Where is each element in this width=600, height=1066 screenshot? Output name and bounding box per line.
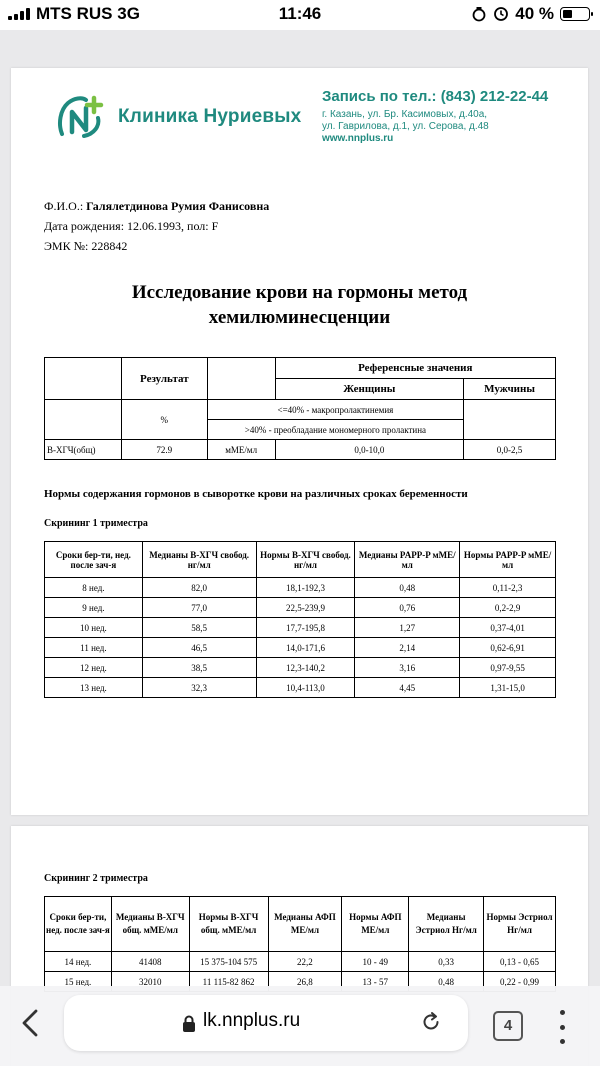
column-header: Нормы Эстриол Нг/мл [484,897,556,952]
table-cell: 0,13 - 0,65 [484,952,556,972]
clock: 11:46 [278,4,322,23]
battery-icon [560,7,590,21]
battery-percent: 40 % [515,4,554,23]
table-cell: 82,0 [142,578,256,598]
table-cell: 58,5 [142,618,256,638]
column-header: Нормы B-ХГЧ общ. мМЕ/мл [189,897,268,952]
more-menu-icon[interactable] [558,1010,566,1044]
table-cell: 0,76 [355,598,460,618]
clinic-website[interactable]: www.nnplus.ru [322,133,394,144]
table-cell: 15 375-104 575 [189,952,268,972]
column-header: Медианы B-ХГЧ общ. мМЕ/мл [111,897,189,952]
table-cell: 14,0-171,6 [256,638,355,658]
header-women: Женщины [275,379,464,400]
table-cell: 11 нед. [45,638,143,658]
screening-2-title: Скрининг 2 триместра [44,873,148,884]
table-cell: 32,3 [142,678,256,698]
table-cell: 0,33 [409,952,484,972]
column-header: Нормы PAPP-P мМЕ/мл [460,542,556,578]
clinic-contact [322,88,548,145]
orientation-lock-icon [471,6,487,22]
column-header: Нормы АФП МЕ/мл [342,897,409,952]
table-row [45,658,556,678]
table-row [45,598,556,618]
reload-icon[interactable] [420,1011,442,1033]
table-cell: 13 - 57 [342,972,409,992]
table-cell: 0,48 [355,578,460,598]
table-cell: 0,37-4,01 [460,618,556,638]
table-cell: 12,3-140,2 [256,658,355,678]
note-monomeric: >40% - преобладание мономерного пролактина [207,420,463,440]
clinic-logo [56,94,301,139]
browser-toolbar [0,986,600,1066]
table-cell: 41408 [111,952,189,972]
screening-1-table [44,541,556,698]
back-icon[interactable] [16,1008,46,1038]
table-cell: 77,0 [142,598,256,618]
analyte-name: B-ХГЧ(общ) [45,440,122,460]
table-cell: 15 нед. [45,972,112,992]
patient-name: Галялетдинова Румия Фанисовна [86,199,270,213]
table-cell: 4,45 [355,678,460,698]
clinic-phone[interactable]: Запись по тел.: (843) 212-22-44 [322,88,549,105]
fio-label: Ф.И.О.: [44,199,84,213]
tabs-button[interactable]: 4 [493,1011,523,1041]
table-cell: 10,4-113,0 [256,678,355,698]
header-reference: Референсные значения [275,358,555,379]
table-cell: 0,11-2,3 [460,578,556,598]
alarm-icon [493,6,509,22]
clinic-logo-icon [56,94,111,139]
document-page-1 [11,68,588,815]
table-cell: 8 нед. [45,578,143,598]
table-cell: 11 115-82 862 [189,972,268,992]
table-row [45,678,556,698]
screening-1-title: Скрининг 1 триместра [44,518,148,529]
table-cell: 14 нед. [45,952,112,972]
column-header: Медианы Эстриол Нг/мл [409,897,484,952]
table-cell: 32010 [111,972,189,992]
table-cell: 3,16 [355,658,460,678]
column-header: Медианы B-ХГЧ свобод. нг/мл [142,542,256,578]
table-cell: 0,48 [409,972,484,992]
table-cell: 10 - 49 [342,952,409,972]
table-cell: 22,5-239,9 [256,598,355,618]
table-row [45,638,556,658]
norms-heading: Нормы содержания гормонов в сыворотке крови на различных сроках беременности [44,488,468,500]
table-cell: 0,22 - 0,99 [484,972,556,992]
status-bar [0,0,600,30]
emk-number: ЭМК №: 228842 [44,239,128,253]
patient-info [44,196,269,256]
url-text[interactable]: lk.nnplus.ru [203,1010,301,1031]
table-cell: 0,2-2,9 [460,598,556,618]
column-header: Сроки бер-ти, нед. после зач-я [45,542,143,578]
column-header: Нормы B-ХГЧ свобод. нг/мл [256,542,355,578]
table-row [45,440,556,460]
table-cell: 17,7-195,8 [256,618,355,638]
table-cell: 9 нед. [45,598,143,618]
lock-icon [182,1015,196,1032]
table-cell: 1,31-15,0 [460,678,556,698]
column-header: Медианы АФП МЕ/мл [268,897,342,952]
column-header: Сроки бер-ти, нед. после зач-я [45,897,112,952]
birth-date: Дата рождения: 12.06.1993, пол: F [44,219,219,233]
address-bar[interactable] [64,995,468,1051]
percent-label: % [121,400,207,440]
header-result: Результат [121,358,207,400]
table-cell: 38,5 [142,658,256,678]
header-men: Мужчины [464,379,556,400]
carrier-label: MTS RUS 3G [36,4,140,23]
table-cell: 22,2 [268,952,342,972]
table-cell: 0,62-6,91 [460,638,556,658]
table-row [45,952,556,972]
clinic-address-1: г. Казань, ул. Бр. Касимовых, д.40а, [322,109,488,120]
clinic-name: Клиника Нуриевых [118,105,302,127]
table-cell: 18,1-192,3 [256,578,355,598]
table-cell: 1,27 [355,618,460,638]
table-row [45,578,556,598]
note-macroprolactinemia: <=40% - макропролактинемия [207,400,463,420]
table-cell: 26,8 [268,972,342,992]
table-cell: 12 нед. [45,658,143,678]
result-value: 72.9 [121,440,207,460]
reference-women: 0,0-10,0 [275,440,464,460]
column-header: Медианы PAPP-P мМЕ/мл [355,542,460,578]
table-cell: 10 нед. [45,618,143,638]
table-cell: 46,5 [142,638,256,658]
table-cell: 13 нед. [45,678,143,698]
table-cell: 0,97-9,55 [460,658,556,678]
table-cell: 2,14 [355,638,460,658]
document-title: Исследование крови на гормоны метод хемилюминесценции [131,282,468,328]
table-row [45,618,556,638]
clinic-address-2: ул. Гаврилова, д.1, ул. Серова, д.48 [322,121,489,132]
results-table [44,357,556,460]
screening-2-table [44,896,556,992]
reference-men: 0,0-2,5 [464,440,556,460]
result-unit: мМЕ/мл [207,440,275,460]
